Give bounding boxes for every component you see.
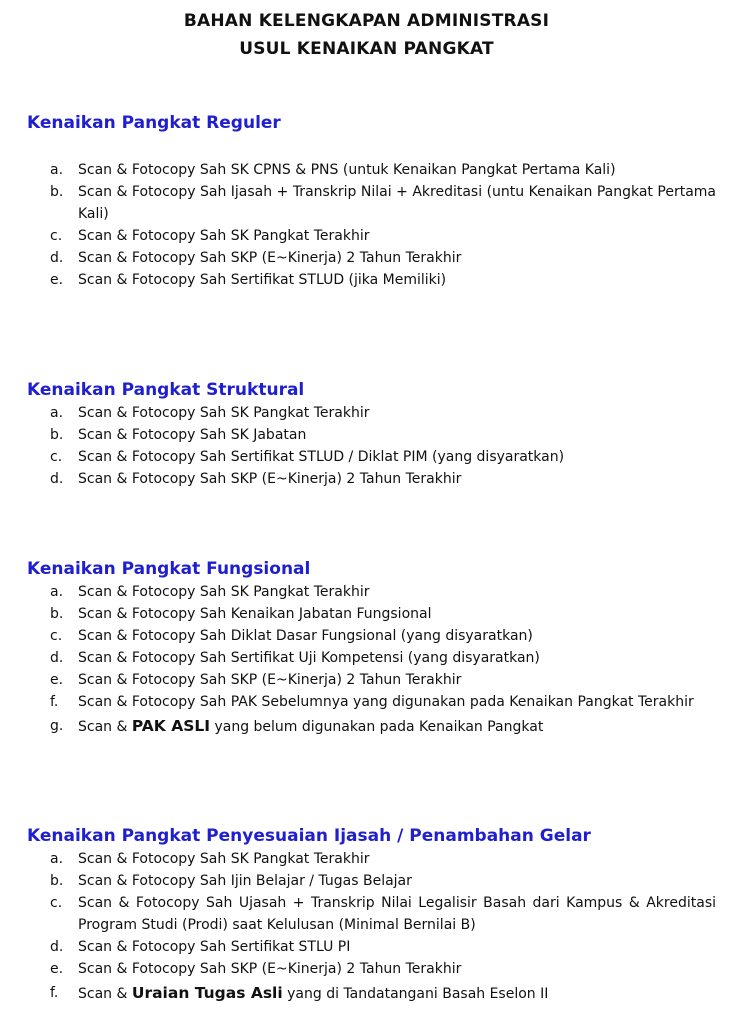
list-penyesuaian-ijasah [0,848,733,1005]
title-line-1: BAHAN KELENGKAPAN ADMINISTRASI [183,11,550,31]
list-reguler [0,159,733,291]
list-item: b. Scan & Fotocopy Sah Kenaikan Jabatan Fungsional [50,606,432,622]
list-item: d. Scan & Fotocopy Sah SKP (E~Kinerja) 2 Tahun Terakhir [50,250,462,266]
section-title-struktural: Kenaikan Pangkat Struktural [27,380,305,400]
section-title-reguler: Kenaikan Pangkat Reguler [27,113,281,133]
section-title-penyesuaian-ijasah: Kenaikan Pangkat Penyesuaian Ijasah / Penambahan Gelar [27,826,591,846]
list-item: a. Scan & Fotocopy Sah SK Pangkat Terakhir [50,584,370,600]
title-line-2: USUL KENAIKAN PANGKAT [239,39,494,59]
section-title-fungsional: Kenaikan Pangkat Fungsional [27,559,311,579]
list-item: b. Scan & Fotocopy Sah Ijin Belajar / Tugas Belajar [50,873,412,889]
list-item: d. Scan & Fotocopy Sah SKP (E~Kinerja) 2 Tahun Terakhir [50,471,462,487]
list-item: e. Scan & Fotocopy Sah SKP (E~Kinerja) 2 Tahun Terakhir [50,961,462,977]
list-item: d. Scan & Fotocopy Sah Sertifikat Uji Kompetensi (yang disyaratkan) [50,650,540,666]
pak-asli-emphasis: PAK ASLI [131,717,211,735]
list-item: a. Scan & Fotocopy Sah SK Pangkat Terakhir [50,851,370,867]
list-struktural [0,402,733,490]
list-fungsional [0,581,733,738]
list-item: c. Scan & Fotocopy Sah Sertifikat STLUD / Diklat PIM (yang disyaratkan) [50,449,565,465]
list-item: b. Scan & Fotocopy Sah Ijasah + Transkrip Nilai + Akreditasi (untu Kenaikan Pangkat Pertama Kali) [50,184,716,222]
uraian-tugas-asli-emphasis: Uraian Tugas Asli [131,984,283,1002]
list-item: e. Scan & Fotocopy Sah Sertifikat STLUD (jika Memiliki) [50,272,447,288]
list-item: c. Scan & Fotocopy Sah SK Pangkat Terakhir [50,228,370,244]
list-item: c. Scan & Fotocopy Sah Ujasah + Transkrip Nilai Legalisir Basah dari Kampus & Akreditasi Program Studi (Prodi) saat Kelulusan (Minimal Bernilai B) [50,895,716,933]
list-item: c. Scan & Fotocopy Sah Diklat Dasar Fungsional (yang disyaratkan) [50,628,533,644]
list-item: e. Scan & Fotocopy Sah SKP (E~Kinerja) 2 Tahun Terakhir [50,672,462,688]
list-item: b. Scan & Fotocopy Sah SK Jabatan [50,427,307,443]
list-item: g. Scan & PAK ASLI yang belum digunakan pada Kenaikan Pangkat [50,717,544,735]
list-item: a. Scan & Fotocopy Sah SK CPNS & PNS (untuk Kenaikan Pangkat Pertama Kali) [50,162,616,178]
list-item: f. Scan & Uraian Tugas Asli yang di Tandatangani Basah Eselon II [50,984,549,1002]
list-item: f. Scan & Fotocopy Sah PAK Sebelumnya yang digunakan pada Kenaikan Pangkat Terakhir [50,694,694,710]
list-item: d. Scan & Fotocopy Sah Sertifikat STLU PI [50,939,351,955]
list-item: a. Scan & Fotocopy Sah SK Pangkat Terakhir [50,405,370,421]
